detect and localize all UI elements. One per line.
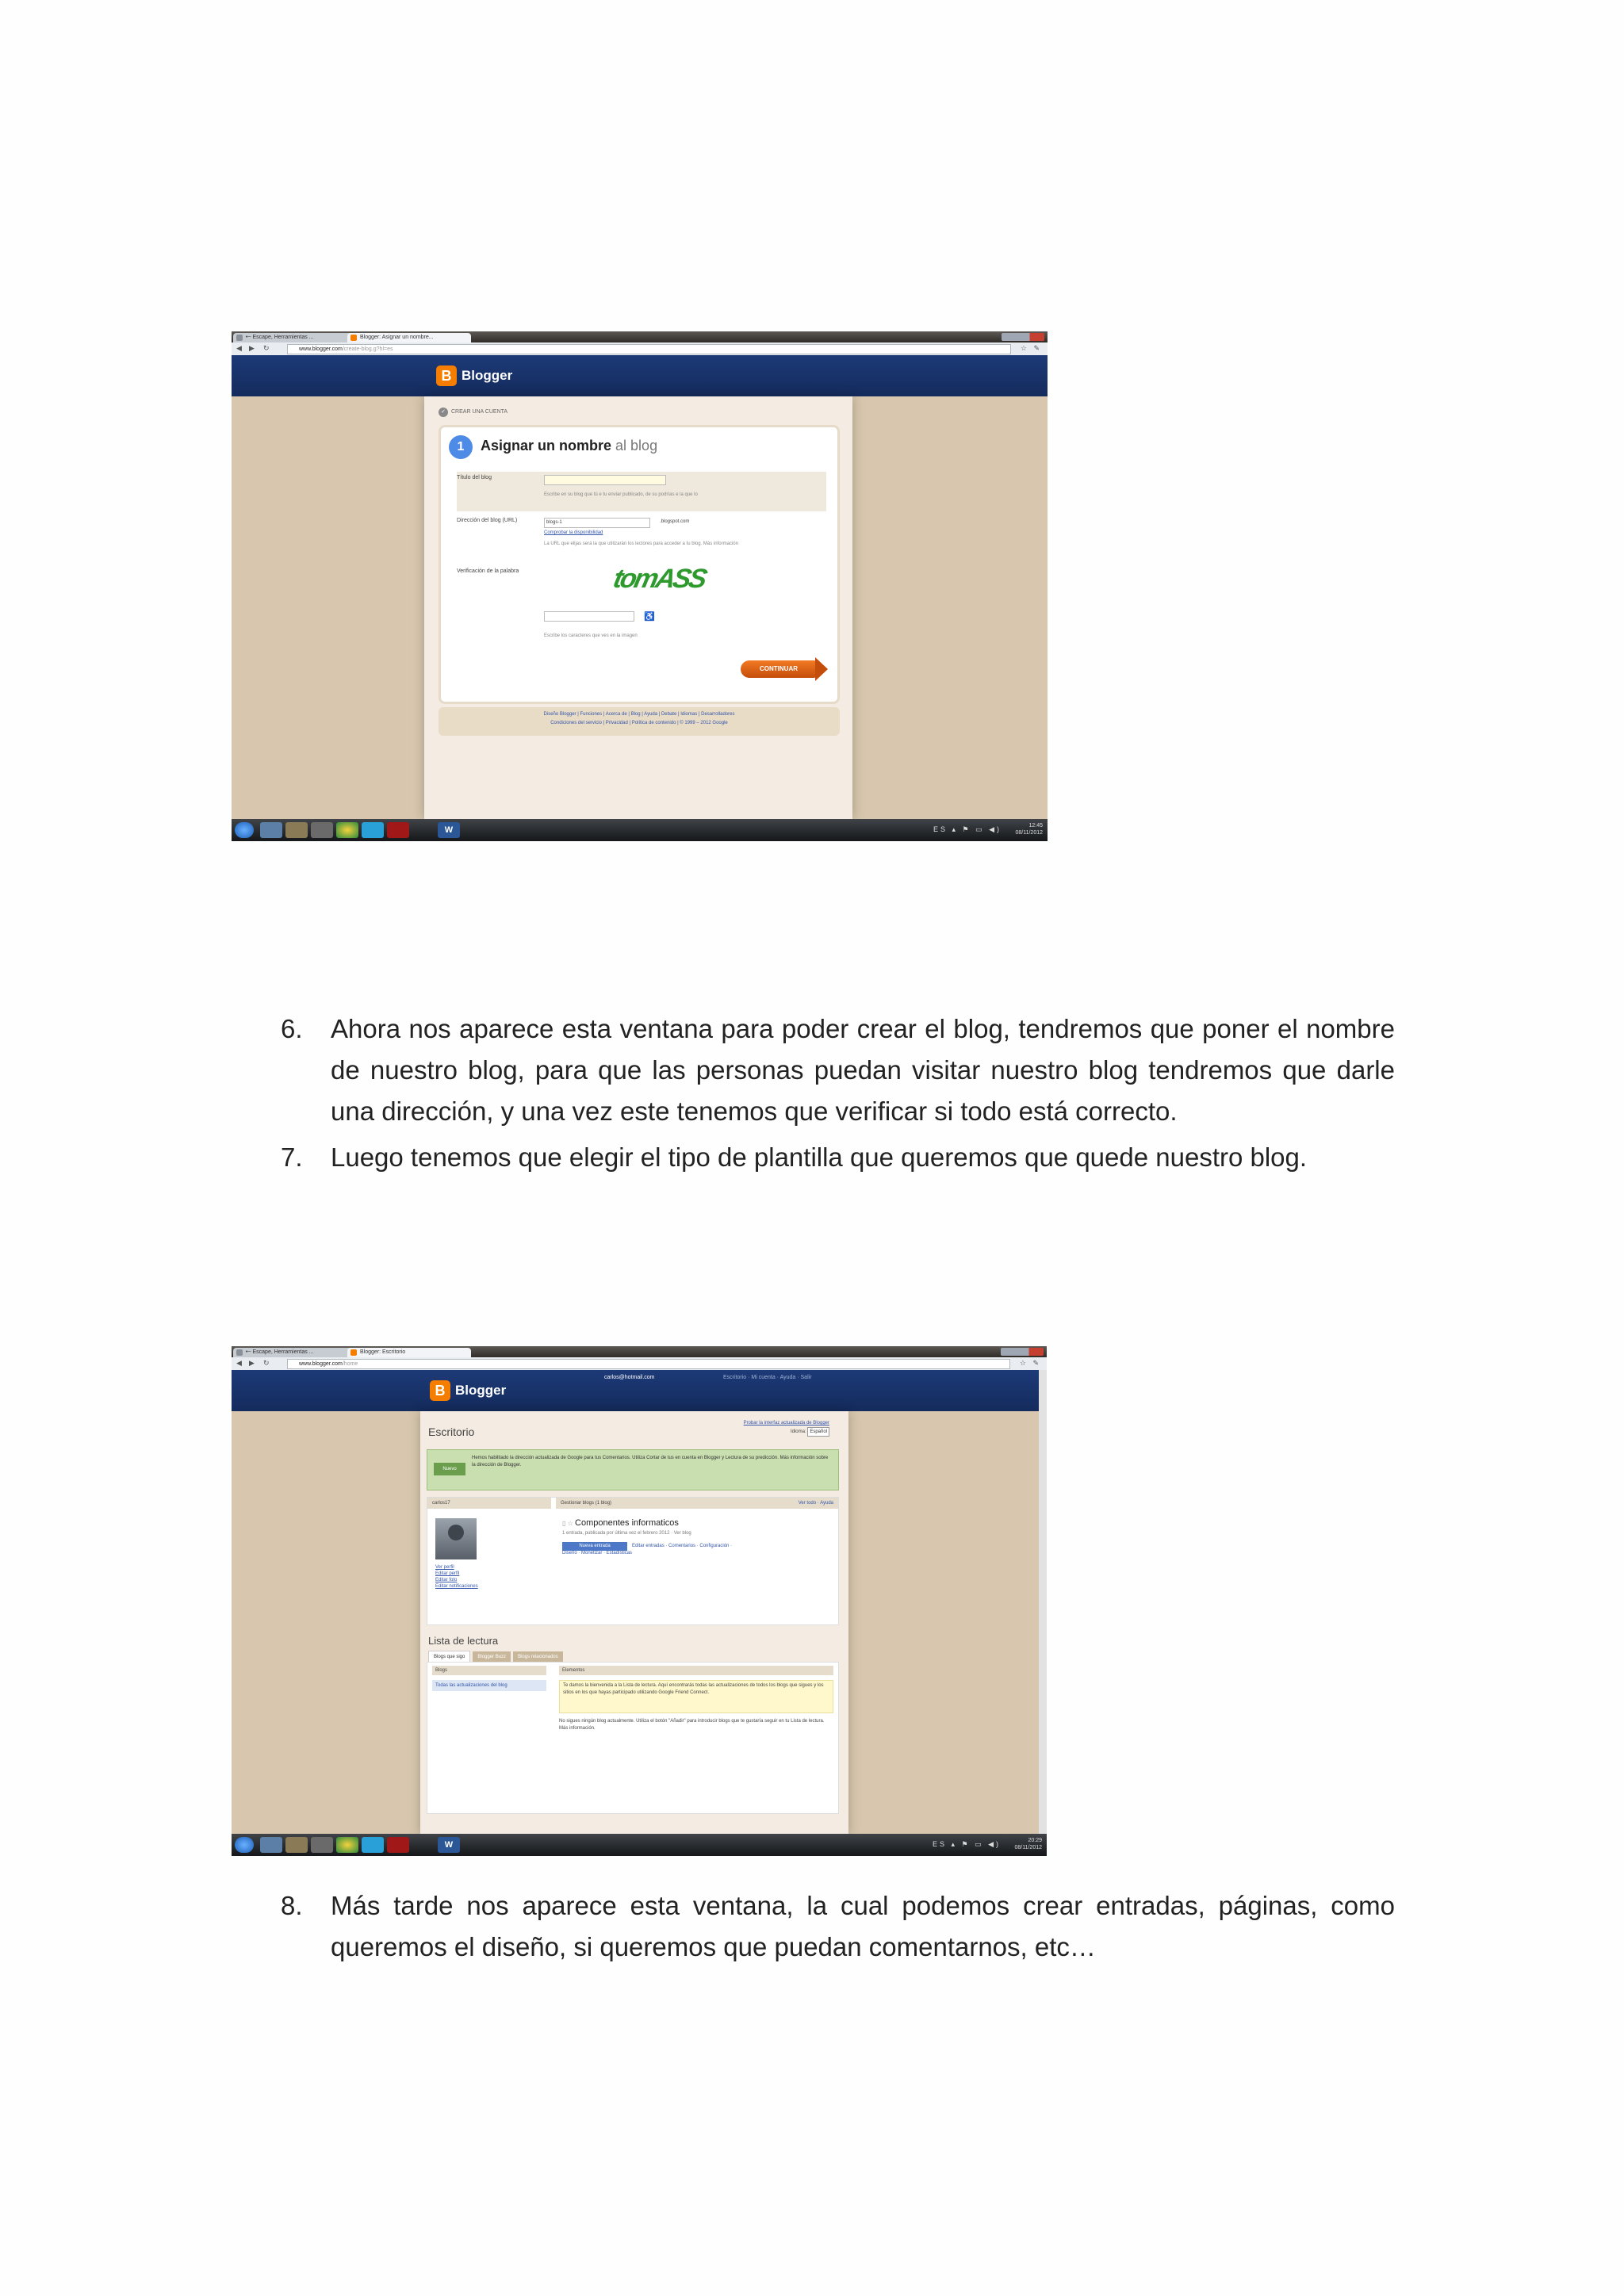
try-new-interface-link[interactable]: Probar la interfaz actualizada de Blogger [743,1421,829,1425]
window-controls[interactable] [1001,1348,1044,1356]
elements-column-header: Elementos [559,1666,833,1675]
blog-title-input[interactable] [544,475,666,485]
item-number: 7. [281,1142,303,1172]
tab-label: •~ Escape, Herramientas ... [246,335,314,340]
brand-name: Blogger [462,368,513,383]
verification-input[interactable] [544,611,634,622]
media-taskbar-icon[interactable] [311,822,333,838]
edit-profile-link[interactable]: Editar perfil [435,1571,460,1576]
new-post-button[interactable]: Nueva entrada [562,1542,627,1551]
chrome-taskbar-icon[interactable] [336,1837,358,1853]
wizard-steps [439,408,508,417]
blogger-content [424,396,852,819]
accessibility-icon[interactable]: ♿ [644,612,655,622]
app-taskbar-icon[interactable] [387,822,409,838]
blogger-header [232,355,1048,396]
chrome-taskbar-icon[interactable] [336,822,358,838]
address-bar[interactable] [287,1359,1010,1369]
name-blog-card [439,425,840,704]
address-suffix: .blogspot.com [660,519,690,524]
blog-title[interactable] [562,1518,679,1528]
step-number: 1 [449,435,473,459]
step-check-icon: ✓ [439,408,448,417]
browser-tab[interactable] [233,333,357,342]
tab-favicon-icon [236,1349,243,1356]
tab-label: Blogger: Asignar un nombre... [360,335,434,340]
blogs-column-header: Blogs [432,1666,546,1675]
card-title-bold: Asignar un nombre [481,438,612,453]
edit-notifications-link[interactable]: Editar notificaciones [435,1584,478,1589]
blogger-favicon-icon [350,335,357,341]
view-profile-link[interactable]: Ver perfil [435,1565,454,1570]
screenshot-blogger-create-blog [232,331,1048,841]
blog-address-hint: La URL que elijas será la que utilizarán los lectores para acceder a tu blog. Más información [544,541,738,546]
notice-badge: Nuevo [434,1463,465,1475]
browser-toolbar [232,342,1048,356]
blog-actions-line-2[interactable]: Diseño · Monetizar · Estadísticas [562,1551,633,1556]
all-updates-link[interactable]: Todas las actualizaciones del blog [432,1680,546,1691]
clock-date: 08/11/2012 [1014,1845,1042,1850]
blog-title-hint: Escribe en su blog que tú e tu enviar publicado, de su podrías e la que lo [544,492,698,497]
system-tray-icons[interactable]: ES ▴ ⚑ ▭ ◀) [933,825,1002,833]
tab-label: •~ Escape, Herramientas ... [246,1349,314,1355]
welcome-message: Te damos la bienvenida a la Lista de lectura. Aquí encontrarás todas las actualizaciones de todos los blogs que sigues y los sitios en los que hayas participado utilizando Google Friend Connect. [559,1680,833,1713]
reload-icon[interactable]: ↻ [263,344,270,352]
header-links[interactable]: Escritorio · Mi cuenta · Ayuda · Salir [723,1375,812,1380]
address-bar[interactable] [287,344,1011,354]
browser-tab-bar [232,1346,1047,1357]
dashboard-top-links [744,1419,829,1437]
blogger-footer [439,707,840,736]
reading-list-tabs [428,1651,565,1662]
browser-tab[interactable] [233,1348,357,1357]
skype-taskbar-icon[interactable] [362,1837,384,1853]
page-scrollbar[interactable] [1039,1370,1047,1834]
blog-address-label: Dirección del blog (URL) [457,518,518,523]
url-path: /home [342,1361,358,1367]
folder-taskbar-icon[interactable] [285,1837,308,1853]
star-icon[interactable]: ☆ [1019,1359,1026,1367]
no-blogs-message: No sigues ningún blog actualmente. Utiliza el botón "Añadir" para introducir blogs que te gustaría seguir en tu Lista de lectura. Más información. [559,1719,825,1731]
app-taskbar-icon[interactable] [387,1837,409,1853]
language-label: Idioma: [790,1429,806,1434]
ie-taskbar-icon[interactable] [260,822,282,838]
captcha-image: tomASS [611,564,708,594]
forward-icon[interactable]: ▶ [249,1359,255,1367]
notice-banner [427,1449,839,1490]
star-icon[interactable]: ☆ [1020,344,1027,352]
profile-header: carlos17 [427,1498,551,1509]
blog-title-label: Título del blog [457,475,492,480]
card-title-light: al blog [615,438,658,453]
blog-actions-line-1[interactable]: Editar entradas · Comentarios · Configuración · [632,1544,733,1548]
edit-photo-link[interactable]: Editar foto [435,1578,458,1582]
skype-taskbar-icon[interactable] [362,822,384,838]
screenshot-blogger-dashboard [232,1346,1047,1856]
blogger-favicon-icon [350,1349,357,1356]
clock-date: 08/11/2012 [1015,830,1043,836]
windows-taskbar [232,1834,1047,1856]
header-user-email: carlos@hotmail.com [604,1375,655,1380]
windows-taskbar [232,819,1048,841]
ie-taskbar-icon[interactable] [260,1837,282,1853]
blog-title-row [457,472,826,511]
blogs-header-label: Gestionar blogs (1 blog) [561,1501,612,1506]
word-taskbar-icon[interactable]: W [438,822,460,838]
browser-tab-active[interactable] [347,333,471,342]
window-controls[interactable] [1002,333,1044,341]
url-path: /create-blog.g?hl=es [342,346,393,352]
continue-button[interactable]: CONTINUAR [741,660,817,678]
forward-icon[interactable]: ▶ [249,344,255,352]
browser-tab-bar [232,331,1048,342]
profile-links [435,1564,478,1590]
browser-toolbar [232,1357,1047,1371]
blogs-panel [427,1497,839,1625]
tab-favicon-icon [236,335,243,341]
system-tray-icons[interactable]: ES ▴ ⚑ ▭ ◀) [932,1840,1001,1848]
blog-meta: 1 entrada, publicada por última vez el febrero 2012 · Ver blog [562,1531,691,1536]
reading-list-panel [427,1662,839,1814]
item-number: 8. [281,1891,303,1920]
captcha-hint: Escribe los caracteres que ves en la imagen [544,633,638,638]
tab-blogs-followed[interactable]: Blogs que sigo [428,1651,470,1663]
list-item [281,1008,1395,1132]
footer-links-2[interactable]: Condiciones del servicio | Privacidad | Política de contenido | © 1999 – 2012 Google [550,721,728,725]
folder-taskbar-icon[interactable] [285,822,308,838]
tab-related-blogs[interactable]: Blogs relacionados [513,1651,563,1663]
list-item [281,1885,1395,1968]
card-title [481,438,657,454]
word-taskbar-icon[interactable]: W [438,1837,460,1853]
blogger-logo-icon: B [436,365,457,386]
notice-message: Hemos habilitado la dirección actualizada de Google para tus Comentarios. Utiliza Cortar de tus en cuenta en Blogger y Lectura de su predicción. Más información sobre la dirección de Blogger. [472,1456,829,1468]
tab-blogger-buzz[interactable]: Blogger Buzz [473,1651,511,1663]
view-all-link[interactable]: Ver todo · Ayuda [798,1501,833,1506]
tab-label: Blogger: Escritorio [360,1349,406,1355]
wrench-icon[interactable]: ✎ [1033,344,1040,352]
dashboard-content [420,1411,848,1834]
clock-time: 20:29 [1028,1838,1042,1843]
item-text: Más tarde nos aparece esta ventana, la cual podemos crear entradas, páginas, como queremos el diseño, si queremos que puedan comentarnos, etc… [331,1891,1395,1961]
footer-links-1[interactable]: Diseño Blogger | Funciones | Acerca de | Blog | Ayuda | Debate | Idiomas | Desarrolladores [543,712,735,717]
verification-label: Verificación de la palabra [457,568,519,574]
taskbar-clock[interactable] [1015,822,1043,836]
dashboard-title: Escritorio [428,1425,475,1438]
start-button-icon[interactable] [235,822,254,838]
url-host: www.blogger.com [299,346,343,352]
blogs-header [556,1498,838,1509]
blogger-logo-icon: B [430,1380,450,1401]
browser-tab-active[interactable] [347,1348,471,1357]
avatar[interactable] [435,1518,477,1559]
check-availability-link[interactable]: Comprobar la disponibilidad [544,530,603,535]
back-icon[interactable]: ◀ [236,1359,242,1367]
language-select[interactable]: Español [807,1427,829,1437]
url-host: www.blogger.com [299,1361,343,1367]
blog-icon: ▯ ☆ [562,1520,576,1527]
list-item [281,1137,1395,1178]
wrench-icon[interactable]: ✎ [1032,1359,1039,1367]
blog-address-row [457,516,826,564]
media-taskbar-icon[interactable] [311,1837,333,1853]
blog-name: Componentes informaticos [575,1518,679,1528]
item-text: Ahora nos aparece esta ventana para poder crear el blog, tendremos que poner el nombre de nuestro blog, para que las personas puedan visitar nuestro blog tendremos que darle una dirección, y una vez este tenemos que verificar si todo está correcto. [331,1014,1395,1126]
reading-list-title: Lista de lectura [428,1635,499,1647]
taskbar-clock[interactable] [1014,1837,1042,1851]
item-number: 6. [281,1014,303,1043]
back-icon[interactable]: ◀ [236,344,242,352]
item-text: Luego tenemos que elegir el tipo de plantilla que queremos que quede nuestro blog. [331,1142,1308,1172]
blogger-header [232,1370,1047,1411]
reload-icon[interactable]: ↻ [263,1359,270,1367]
brand-name: Blogger [455,1383,507,1398]
blog-address-input[interactable]: blogs-1 [544,518,650,528]
start-button-icon[interactable] [235,1837,254,1853]
clock-time: 12:45 [1028,823,1043,828]
step-label: CREAR UNA CUENTA [451,409,508,415]
